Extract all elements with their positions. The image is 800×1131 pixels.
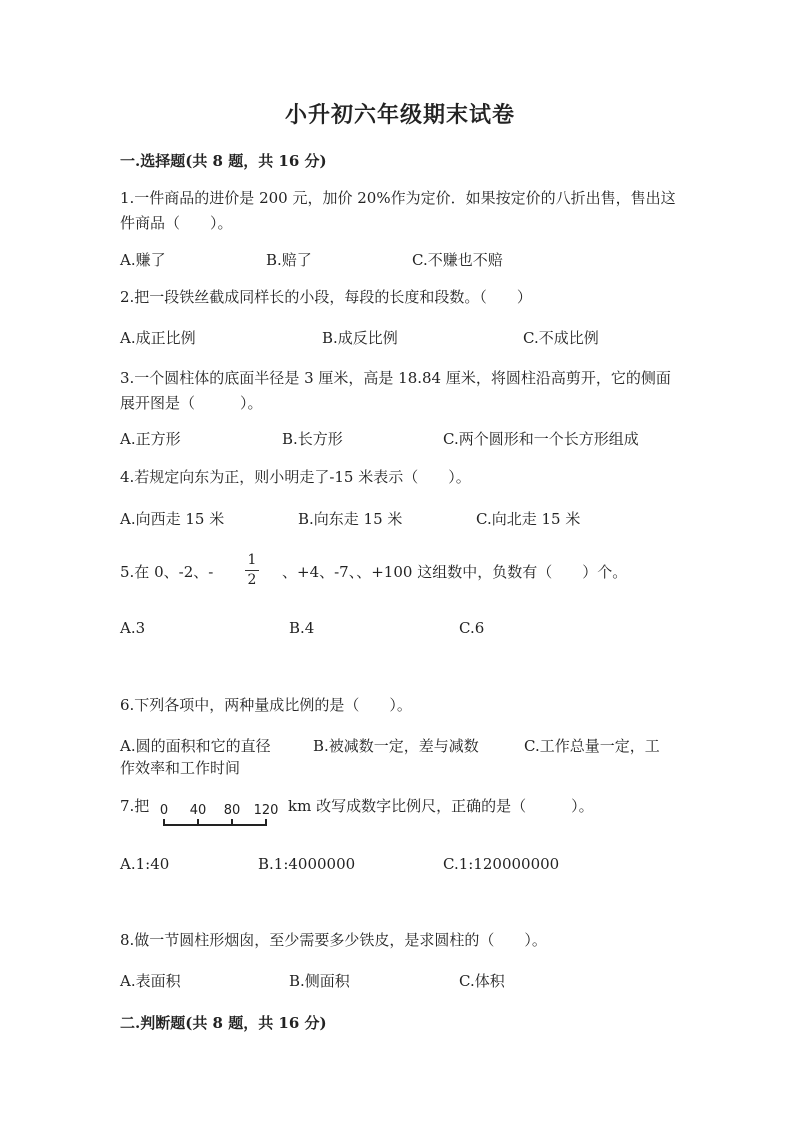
option-7b: B.1:4000000 xyxy=(258,855,356,873)
option-6b: B.被减数一定，差与减数 xyxy=(313,737,479,755)
question-6: 6.下列各项中，两种量成比例的是（ ）。 xyxy=(120,696,412,714)
option-6a: A.圆的面积和它的直径 xyxy=(120,737,271,755)
question-7-end: km 改写成数字比例尺，正确的是（ ）。 xyxy=(288,797,594,815)
option-2a: A.成正比例 xyxy=(120,329,196,347)
question-3: 3.一个圆柱体的底面半径是 3 厘米，高是 18.84 厘米，将圆柱沿高剪开，它的侧面展开图是（ ）。 xyxy=(120,369,671,412)
option-6c: C.工作总量一定，工 xyxy=(524,737,660,755)
fraction-one-half xyxy=(245,553,259,588)
fraction-denominator: 2 xyxy=(247,572,257,588)
option-4a: A.向西走 15 米 xyxy=(120,510,225,528)
question-4: 4.若规定向东为正，则小明走了-15 米表示（ ）。 xyxy=(120,468,471,486)
option-8b: B.侧面积 xyxy=(289,972,350,990)
option-8c: C.体积 xyxy=(459,972,505,990)
option-1c: C.不赚也不赔 xyxy=(412,251,503,269)
option-6c-continued: 作效率和工作时间 xyxy=(120,759,241,777)
question-8: 8.做一节圆柱形烟囱，至少需要多少铁皮，是求圆柱的（ ）。 xyxy=(120,931,547,949)
option-7a: A.1:40 xyxy=(120,855,170,873)
option-3b: B.长方形 xyxy=(282,430,343,448)
option-4c: C.向北走 15 米 xyxy=(476,510,581,528)
line-scale-bar xyxy=(160,803,285,833)
option-1b: B.赔了 xyxy=(266,251,312,269)
option-5a: A.3 xyxy=(120,619,146,637)
question-5-start: 5.在 0、-2、- xyxy=(120,563,214,581)
option-7c: C.1:120000000 xyxy=(443,855,560,873)
question-1: 1.一件商品的进价是 200 元，加价 20%作为定价．如果按定价的八折出售，售出这件商品（ ）。 xyxy=(120,189,676,232)
option-2b: B.成反比例 xyxy=(322,329,398,347)
fraction-numerator: 1 xyxy=(247,552,257,568)
scale-line-icon xyxy=(160,819,285,831)
option-5b: B.4 xyxy=(289,619,315,637)
option-5c: C.6 xyxy=(459,619,485,637)
option-1a: A.赚了 xyxy=(120,251,166,269)
option-8a: A.表面积 xyxy=(120,972,181,990)
scale-label-120: 120 xyxy=(253,803,279,818)
scale-label-0: 0 xyxy=(159,803,169,818)
question-5-end: 、+4、-7、、+100 这组数中，负数有（ ）个。 xyxy=(282,563,628,581)
option-3c: C.两个圆形和一个长方形组成 xyxy=(443,430,639,448)
option-3a: A.正方形 xyxy=(120,430,181,448)
scale-label-80: 80 xyxy=(223,803,241,818)
fraction-bar xyxy=(245,570,259,571)
section-heading-judgment: 二.判断题(共 8 题，共 16 分) xyxy=(120,1014,327,1032)
page-title: 小升初六年级期末试卷 xyxy=(284,102,515,128)
scale-label-40: 40 xyxy=(189,803,207,818)
question-7-start: 7.把 xyxy=(120,797,150,815)
section-heading-choice: 一.选择题(共 8 题，共 16 分) xyxy=(120,152,327,170)
question-2: 2.把一段铁丝截成同样长的小段，每段的长度和段数。（ ） xyxy=(120,288,532,306)
option-4b: B.向东走 15 米 xyxy=(298,510,403,528)
option-2c: C.不成比例 xyxy=(523,329,599,347)
